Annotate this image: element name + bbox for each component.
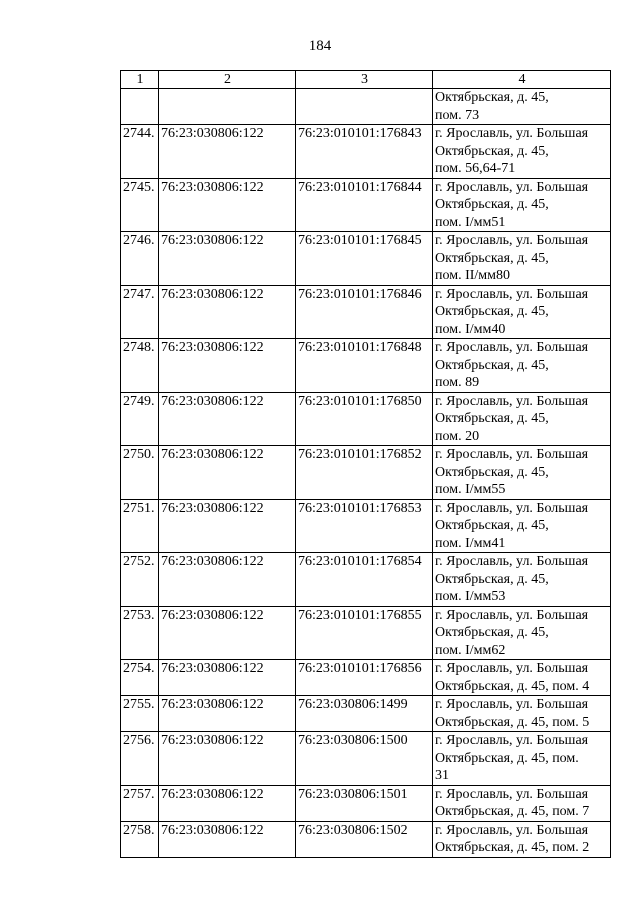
address-line: пом. 73 <box>435 107 480 123</box>
table-row <box>121 499 611 553</box>
cadastral-number-cell: 76:23:030806:122 <box>159 821 296 857</box>
address-line: пом. II/мм80 <box>435 268 511 283</box>
address-line: г. Ярославль, ул. Большая <box>435 697 589 712</box>
column-header-1: 1 <box>121 71 159 89</box>
table-row <box>121 606 611 660</box>
object-cadastral-number-cell: 76:23:030806:1501 <box>296 785 433 821</box>
page-number: 184 <box>308 38 332 54</box>
table-row <box>121 821 611 857</box>
address-line: Октябрьская, д. 45, <box>435 90 549 105</box>
address-line: г. Ярославль, ул. Большая <box>435 661 589 676</box>
address-line: Октябрьская, д. 45, <box>435 571 549 587</box>
address-line: г. Ярославль, ул. Большая <box>435 733 589 748</box>
address-line: г. Ярославль, ул. Большая <box>435 607 589 623</box>
row-number-cell: 2756. <box>121 732 159 786</box>
address-cell <box>433 178 611 232</box>
cadastral-number-cell <box>159 89 296 125</box>
header-row <box>121 71 611 89</box>
table-row <box>121 732 611 786</box>
address-line: г. Ярославль, ул. Большая <box>435 500 589 516</box>
address-line: г. Ярославль, ул. Большая <box>435 126 589 141</box>
object-cadastral-number-cell: 76:23:030806:1500 <box>296 732 433 786</box>
address-line: 31 <box>435 768 449 783</box>
address-cell <box>433 285 611 339</box>
cadastral-number-cell: 76:23:030806:122 <box>159 125 296 179</box>
address-line: г. Ярославль, ул. Большая <box>435 822 589 838</box>
address-line: Октябрьская, д. 45, <box>435 411 549 426</box>
object-cadastral-number-cell: 76:23:010101:176855 <box>296 606 433 660</box>
table-row <box>121 232 611 286</box>
table-row <box>121 89 611 125</box>
row-number-cell: 2749. <box>121 392 159 446</box>
address-line: Октябрьская, д. 45, пом. 2 <box>435 840 590 855</box>
object-cadastral-number-cell: 76:23:010101:176844 <box>296 178 433 232</box>
object-cadastral-number-cell: 76:23:010101:176853 <box>296 499 433 553</box>
address-cell <box>433 732 611 786</box>
address-cell <box>433 660 611 696</box>
cadastral-number-cell: 76:23:030806:122 <box>159 178 296 232</box>
address-cell <box>433 553 611 607</box>
address-line: Октябрьская, д. 45, <box>435 357 549 373</box>
address-line: Октябрьская, д. 45, <box>435 304 549 319</box>
address-line: пом. I/мм40 <box>435 321 506 337</box>
address-cell <box>433 339 611 393</box>
row-number-cell: 2753. <box>121 606 159 660</box>
table-row <box>121 339 611 393</box>
row-number-cell: 2758. <box>121 821 159 857</box>
address-line: Октябрьская, д. 45, <box>435 250 549 266</box>
row-number-cell: 2752. <box>121 553 159 607</box>
address-line: г. Ярославль, ул. Большая <box>435 179 589 195</box>
address-line: Октябрьская, д. 45, <box>435 518 549 533</box>
address-line: пом. I/мм53 <box>435 589 506 604</box>
table-row <box>121 553 611 607</box>
address-cell <box>433 89 611 125</box>
address-line: Октябрьская, д. 45, <box>435 625 549 640</box>
address-cell <box>433 125 611 179</box>
object-cadastral-number-cell: 76:23:010101:176854 <box>296 553 433 607</box>
address-line: Октябрьская, д. 45, пом. 4 <box>435 678 590 694</box>
object-cadastral-number-cell: 76:23:030806:1502 <box>296 821 433 857</box>
table-row <box>121 392 611 446</box>
address-line: пом. I/мм62 <box>435 642 506 658</box>
row-number-cell: 2755. <box>121 696 159 732</box>
address-line: г. Ярославль, ул. Большая <box>435 340 589 355</box>
cadastral-number-cell: 76:23:030806:122 <box>159 785 296 821</box>
cadastral-number-cell: 76:23:030806:122 <box>159 606 296 660</box>
address-line: Октябрьская, д. 45, <box>435 197 549 212</box>
object-cadastral-number-cell: 76:23:010101:176850 <box>296 392 433 446</box>
column-header-3: 3 <box>296 71 433 89</box>
table-row <box>121 285 611 339</box>
table-row <box>121 446 611 500</box>
table-body <box>121 89 611 858</box>
table-row <box>121 178 611 232</box>
row-number-cell: 2744. <box>121 125 159 179</box>
address-cell <box>433 821 611 857</box>
address-line: г. Ярославль, ул. Большая <box>435 393 589 409</box>
address-line: пом. 89 <box>435 375 480 390</box>
cadastral-number-cell: 76:23:030806:122 <box>159 285 296 339</box>
row-number-cell: 2754. <box>121 660 159 696</box>
column-header-4: 4 <box>433 71 611 89</box>
address-cell <box>433 696 611 732</box>
table-row <box>121 785 611 821</box>
address-line: г. Ярославль, ул. Большая <box>435 786 589 802</box>
cadastral-number-cell: 76:23:030806:122 <box>159 553 296 607</box>
cadastral-number-cell: 76:23:030806:122 <box>159 392 296 446</box>
cadastral-number-cell: 76:23:030806:122 <box>159 660 296 696</box>
address-cell <box>433 499 611 553</box>
table-row <box>121 660 611 696</box>
row-number-cell: 2750. <box>121 446 159 500</box>
row-number-cell: 2746. <box>121 232 159 286</box>
row-number-cell: 2745. <box>121 178 159 232</box>
object-cadastral-number-cell: 76:23:010101:176843 <box>296 125 433 179</box>
address-line: г. Ярославль, ул. Большая <box>435 233 589 248</box>
address-line: пом. 56,64-71 <box>435 161 516 176</box>
address-line: пом. 20 <box>435 428 480 444</box>
address-line: Октябрьская, д. 45, <box>435 143 549 159</box>
address-line: г. Ярославль, ул. Большая <box>435 286 589 302</box>
object-cadastral-number-cell: 76:23:010101:176848 <box>296 339 433 393</box>
registry-table <box>120 70 611 858</box>
address-line: Октябрьская, д. 45, пом. 7 <box>435 804 590 819</box>
address-cell <box>433 606 611 660</box>
address-line: пом. I/мм51 <box>435 214 506 230</box>
cadastral-number-cell: 76:23:030806:122 <box>159 499 296 553</box>
object-cadastral-number-cell: 76:23:010101:176856 <box>296 660 433 696</box>
address-line: Октябрьская, д. 45, пом. 5 <box>435 714 590 730</box>
address-cell <box>433 392 611 446</box>
address-line: Октябрьская, д. 45, <box>435 464 549 480</box>
row-number-cell: 2747. <box>121 285 159 339</box>
row-number-cell: 2748. <box>121 339 159 393</box>
cadastral-number-cell: 76:23:030806:122 <box>159 732 296 786</box>
row-number-cell <box>121 89 159 125</box>
cadastral-number-cell: 76:23:030806:122 <box>159 339 296 393</box>
address-line: Октябрьская, д. 45, пом. <box>435 750 579 766</box>
address-line: г. Ярославль, ул. Большая <box>435 554 589 569</box>
address-line: пом. I/мм55 <box>435 482 506 497</box>
address-cell <box>433 446 611 500</box>
cadastral-number-cell: 76:23:030806:122 <box>159 696 296 732</box>
object-cadastral-number-cell: 76:23:010101:176852 <box>296 446 433 500</box>
table-row <box>121 125 611 179</box>
cadastral-number-cell: 76:23:030806:122 <box>159 446 296 500</box>
object-cadastral-number-cell: 76:23:030806:1499 <box>296 696 433 732</box>
row-number-cell: 2757. <box>121 785 159 821</box>
address-cell <box>433 232 611 286</box>
row-number-cell: 2751. <box>121 499 159 553</box>
address-cell <box>433 785 611 821</box>
address-line: г. Ярославль, ул. Большая <box>435 447 589 462</box>
address-line: пом. I/мм41 <box>435 535 506 551</box>
column-header-2: 2 <box>159 71 296 89</box>
object-cadastral-number-cell: 76:23:010101:176846 <box>296 285 433 339</box>
cadastral-number-cell: 76:23:030806:122 <box>159 232 296 286</box>
table-row <box>121 696 611 732</box>
object-cadastral-number-cell: 76:23:010101:176845 <box>296 232 433 286</box>
object-cadastral-number-cell <box>296 89 433 125</box>
